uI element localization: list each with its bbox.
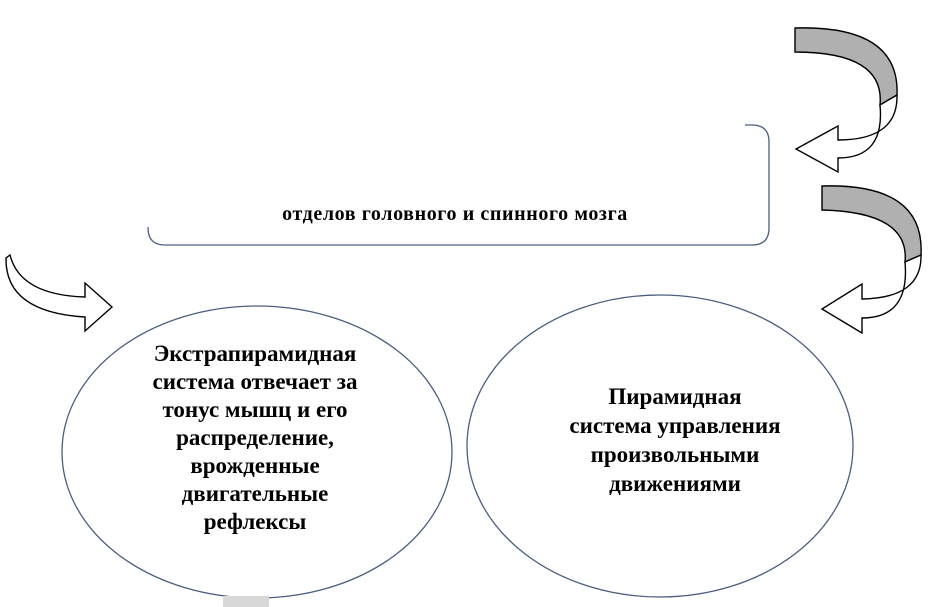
left-line: система отвечает за bbox=[152, 369, 358, 394]
left-ellipse-text bbox=[95, 340, 415, 536]
curved-arrow-left bbox=[6, 255, 112, 331]
left-line: тонус мышц и его bbox=[162, 397, 348, 422]
right-line: Пирамидная bbox=[608, 384, 742, 409]
left-line: рефлексы bbox=[203, 509, 307, 534]
top-box bbox=[148, 125, 769, 245]
right-line: движениями bbox=[609, 471, 741, 496]
right-ellipse-text bbox=[490, 382, 860, 498]
curved-arrow-mid-right bbox=[822, 186, 921, 333]
left-line: Экстрапирамидная bbox=[153, 341, 357, 366]
right-line: система управления bbox=[569, 413, 781, 438]
left-line: распределение, bbox=[176, 425, 334, 450]
top-box-text: отделов головного и спинного мозга bbox=[282, 203, 628, 225]
left-line: врожденные bbox=[190, 453, 320, 478]
curved-arrow-top-right bbox=[795, 28, 897, 172]
clip-mask-bottom bbox=[223, 596, 269, 607]
right-line: произвольными bbox=[590, 442, 760, 467]
left-line: двигательные bbox=[181, 481, 329, 506]
clip-mask bbox=[92, 205, 150, 227]
